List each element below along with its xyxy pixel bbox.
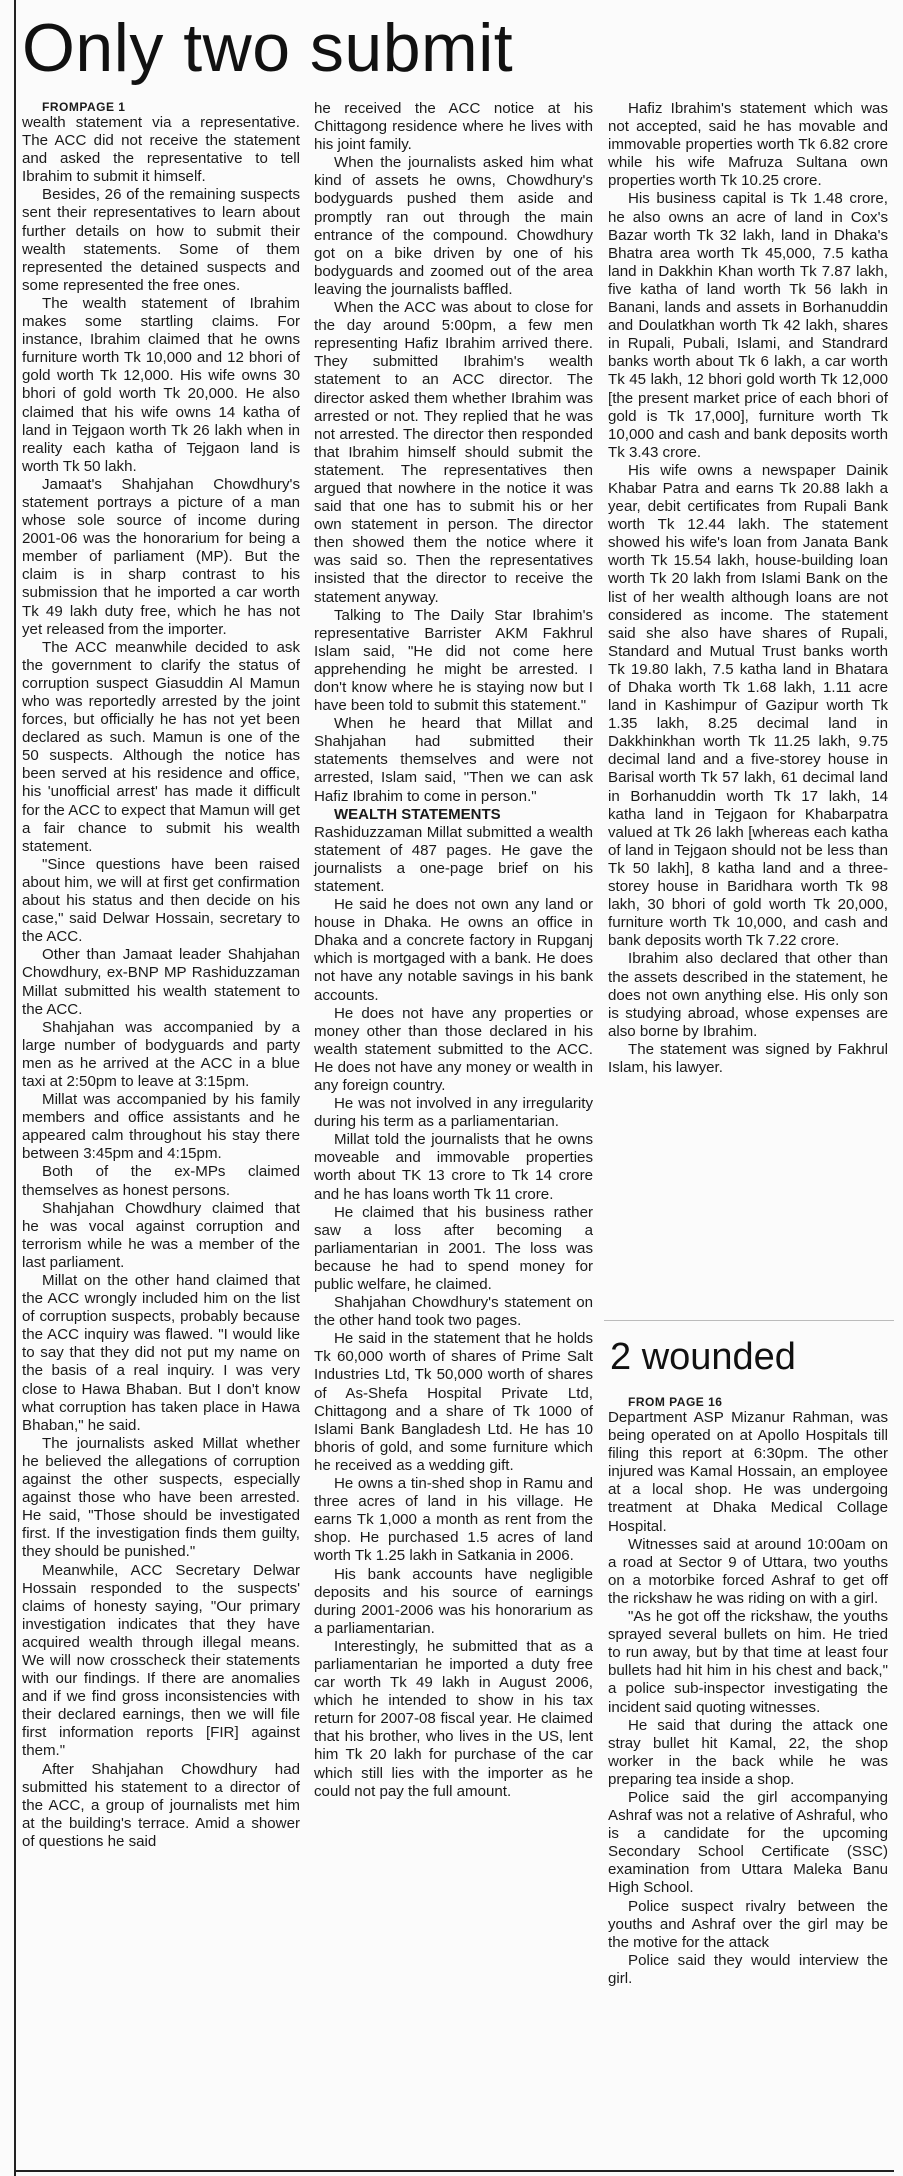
article1-column-2 xyxy=(314,100,593,1801)
subheading-wealth-statements: WEALTH STATEMENTS xyxy=(334,805,501,823)
paragraph: Shahjahan Chowdhury claimed that he was vocal against corruption and terrorism while he was a member of the last parliament. xyxy=(22,1199,300,1271)
paragraph: "Since questions have been raised about him, we will at first get confirmation about his status and then decide on his case," said Delwar Hossain, secretary to the ACC. xyxy=(22,855,300,946)
paragraph: The statement was signed by Fakhrul Islam, his lawyer. xyxy=(608,1040,888,1076)
paragraph: Police said they would interview the girl. xyxy=(608,1951,888,1987)
paragraph: The ACC meanwhile decided to ask the government to clarify the status of corruption suspect Giasuddin Al Mamun who was reportedly arrested by the joint forces, but officially he has not yet been declared as such. Mamun is one of the 50 suspects. Although the notice has been served at his residence and office, his 'unofficial arrest' has made it difficult for the ACC to expect that Mamun will get a fair chance to submit his wealth statement. xyxy=(22,638,300,855)
paragraph: When the journalists asked him what kind of assets he owns, Chowdhury's bodyguards pushed them aside and promptly ran out through the main entrance of the compound. Chowdhury got on a bike driven by one of his bodyguards and zoomed out of the area leaving the journalists baffled. xyxy=(314,154,593,298)
article-divider xyxy=(604,1320,894,1321)
paragraph: The wealth statement of Ibrahim makes some startling claims. For instance, Ibrahim claimed that he owns furniture worth Tk 10,000 and 12 bhori of gold worth Tk 12,000. His wife owns 30 bhori of gold worth Tk 20,000. He also claimed that his wife owns 14 katha of land in Tejgaon worth Tk 26 lakh when in reality each katha of Tejgaon land is worth Tk 50 lakh. xyxy=(22,294,300,475)
paragraph: His wife owns a newspaper Dainik Khabar Patra and earns Tk 20.88 lakh a year, debit certificates from Rupali Bank worth Tk 12.44 lakh. The statement showed his wife's loan from Janata Bank worth Tk 15.54 lakh, house-building loan worth Tk 20 lakh from Islami Bank on the list of her wealth although loans are not considered as income. The statement said she also have shares of Rupali, Standard and Mutual Trust banks worth Tk 19.80 lakh, 7.5 katha land in Bhatara of Dhaka worth Tk 1.68 lakh, 1.11 acre land in Kashimpur of Gazipur worth Tk 1.35 lakh, 8.25 decimal land in Dakkhinkhan worth Tk 11.25 lakh, 9.75 decimal land and a five-storey house in Barisal worth Tk 57 lakh, 61 decimal land in Borhanuddin worth Tk 17 lakh, 14 katha land in Tejgaon for Khabarpatra valued at Tk 26 lakh [whereas each katha of land in Tejgaon should not be less than Tk 50 lakh], 8 katha land and a three-storey house in Baridhara worth Tk 98 lakh, 30 bhori of gold worth Tk 20,000, furniture worth Tk 10,000, and cash and bank deposits worth Tk 7.22 crore. xyxy=(608,461,888,950)
left-column-rule xyxy=(14,0,16,2176)
paragraph: Rashiduzzaman Millat submitted a wealth statement of 487 pages. He gave the journalists a one-page brief on his statement. xyxy=(314,823,593,895)
paragraph: He said in the statement that he holds Tk 60,000 worth of shares of Prime Salt Industries Ltd, Tk 50,000 worth of shares of As-Shefa Hospital Private Ltd, Chittagong and a share of Tk 1000 of Islami Bank Bangladesh Ltd. He has 10 bhoris of gold, and some furniture which he received as a wedding gift. xyxy=(314,1330,593,1474)
paragraph: Shahjahan Chowdhury's statement on the other hand took two pages. xyxy=(314,1294,593,1330)
from-page-kicker: FROM PAGE 16 xyxy=(628,1395,723,1409)
paragraph: He said he does not own any land or house in Dhaka. He owns an office in Dhaka and a concrete factory in Rupganj which is mortgaged with a bank. He does not have any notable savings in his bank accounts. xyxy=(314,896,593,1004)
article2-column xyxy=(608,1395,888,1988)
paragraph: He owns a tin-shed shop in Ramu and three acres of land in his village. He earns Tk 1,000 a month as rent from the shop. He purchased 1.5 acres of land worth Tk 1.25 lakh in Satkania in 2006. xyxy=(314,1475,593,1565)
paragraph: he received the ACC notice at his Chittagong residence where he lives with his joint family. xyxy=(314,100,593,154)
paragraph: Shahjahan was accompanied by a large number of bodyguards and party men as he arrived at the ACC in a blue taxi at 2:50pm to leave at 3:15pm. xyxy=(22,1018,300,1090)
paragraph: Besides, 26 of the remaining suspects sent their representatives to learn about further details on how to submit their wealth statements. Some of them represented the detained suspects and some represented the free ones. xyxy=(22,186,300,294)
paragraph: Other than Jamaat leader Shahjahan Chowdhury, ex-BNP MP Rashiduzzaman Millat submitted his wealth statement to the ACC. xyxy=(22,946,300,1018)
paragraph: Witnesses said at around 10:00am on a road at Sector 9 of Uttara, two youths on a motorbike forced Ashraf to get off the rickshaw he was riding on with a girl. xyxy=(608,1535,888,1607)
paragraph: He said that during the attack one stray bullet hit Kamal, 22, the shop worker in the back while he was preparing tea inside a shop. xyxy=(608,1716,888,1788)
paragraph: When he heard that Millat and Shahjahan had submitted their statements themselves and were not arrested, Islam said, "Then we can ask Hafiz Ibrahim to come in person." xyxy=(314,715,593,805)
paragraph: Millat on the other hand claimed that the ACC wrongly included him on the list of corruption suspects, probably because the ACC inquiry was flawed. "I would like to say that they did not put my name on the basis of a real inquiry. I was very close to Hawa Bhaban. But I don't know what corruption has taken place in Hawa Bhaban," he said. xyxy=(22,1272,300,1434)
paragraph: His bank accounts have negligible deposits and his source of earnings during 2001-2006 was his honorarium as a parliamentarian. xyxy=(314,1565,593,1637)
paragraph: Department ASP Mizanur Rahman, was being operated on at Apollo Hospitals till filing this report at 6:30pm. The other injured was Kamal Hossain, an employee at a local shop. He was undergoing treatment at Dhaka Medical Collage Hospital. xyxy=(608,1409,888,1535)
paragraph: Police suspect rivalry between the youths and Ashraf over the girl may be the motive for the attack xyxy=(608,1897,888,1951)
paragraph: Hafiz Ibrahim's statement which was not accepted, said he has movable and immovable properties worth Tk 6.82 crore while his wife Mafruza Sultana own properties worth Tk 10.25 crore. xyxy=(608,100,888,190)
paragraph: He claimed that his business rather saw a loss after becoming a parliamentarian in 2001. The loss was because he had to spend money for public welfare, he claimed. xyxy=(314,1203,593,1293)
paragraph: wealth statement via a representative. The ACC did not receive the statement and asked the representative to tell Ibrahim to submit it himself. xyxy=(22,114,300,186)
paragraph: Both of the ex-MPs claimed themselves as honest persons. xyxy=(22,1163,300,1199)
paragraph: The journalists asked Millat whether he believed the allegations of corruption against the other suspects, especially against those who have been arrested. He said, "Those should be investigated first. If the investigation finds them guilty, they should be punished." xyxy=(22,1434,300,1561)
paragraph: Meanwhile, ACC Secretary Delwar Hossain responded to the suspects' claims of honesty saying, "Our primary investigation indicates that they have acquired wealth through illegal means. We will now crosscheck their statements with our findings. If there are anomalies and if we find gross inconsistencies with their declared earnings, then we will file first information reports [FIR] against them." xyxy=(22,1561,300,1760)
bottom-rule xyxy=(14,2170,894,2172)
paragraph: He was not involved in any irregularity during his term as a parliamentarian. xyxy=(314,1095,593,1131)
article1-column-3 xyxy=(608,100,888,1077)
headline-only-two-submit: Only two submit xyxy=(22,10,514,86)
paragraph: Millat told the journalists that he owns moveable and immovable properties worth about TK 13 crore to Tk 14 crore and he has loans worth Tk 11 crore. xyxy=(314,1131,593,1203)
article1-column-1 xyxy=(22,100,300,1851)
paragraph: Jamaat's Shahjahan Chowdhury's statement portrays a picture of a man whose sole source of income during 2001-06 was the honorarium for being a member of parliament (MP). But the claim is in sharp contrast to his submission that he imported a car worth Tk 49 lakh duty free, which he has not yet released from the importer. xyxy=(22,475,300,638)
paragraph: Ibrahim also declared that other than the assets described in the statement, he does not own anything else. His only son is studying abroad, whose expenses are also borne by Ibrahim. xyxy=(608,950,888,1040)
paragraph: When the ACC was about to close for the day around 5:00pm, a few men representing Hafiz Ibrahim arrived there. They submitted Ibrahim's wealth statement to an ACC director. The director asked them whether Ibrahim was arrested or not. They replied that he was not arrested. The director then responded that Ibrahim himself should submit the statement. The representatives then argued that nowhere in the notice it was said that one has to submit his or her own statement in person. The director then showed them the notice where it was said so. Then the representatives insisted that the director to receive the statement anyway. xyxy=(314,299,593,606)
paragraph: His business capital is Tk 1.48 crore, he also owns an acre of land in Cox's Bazar worth Tk 32 lakh, land in Dhaka's Bhatra area worth Tk 45,000, 7.5 katha land in Dakkhin Khan worth Tk 7.87 lakh, five katha of land worth Tk 56 lakh in Banani, lands and assets in Borhanuddin and Doulatkhan worth Tk 42 lakh, shares in Rupali, Pubali, Islami, and Standrard banks worth about Tk 6 lakh, a car worth Tk 45 lakh, 12 bhori gold worth Tk 12,000 [the present market price of each bhori of gold is Tk 17,000], furniture worth Tk 10,000 and cash and bank deposits worth Tk 3.43 crore. xyxy=(608,190,888,461)
paragraph: Talking to The Daily Star Ibrahim's representative Barrister AKM Fakhrul Islam said, "He did not come here apprehending he might be arrested. I don't know where he is staying now but I have been told to submit this statement." xyxy=(314,606,593,715)
paragraph: Interestingly, he submitted that as a parliamentarian he imported a duty free car worth Tk 49 lakh in August 2006, which he intended to show in his tax return for 2007-08 fiscal year. He claimed that his brother, who lives in the US, lent him Tk 20 lakh for purchase of the car which still lies with the importer as he could not pay the full amount. xyxy=(314,1637,593,1800)
paragraph: Millat was accompanied by his family members and office assistants and he appeared calm throughout his stay there between 3:45pm and 4:15pm. xyxy=(22,1091,300,1163)
paragraph: "As he got off the rickshaw, the youths sprayed several bullets on him. He tried to run away, but by that time at least four bullets had hit him in his chest and back," a police sub-inspector investigating the incident said quoting witnesses. xyxy=(608,1608,888,1716)
paragraph: After Shahjahan Chowdhury had submitted his statement to a director of the ACC, a group of journalists met him at the building's terrace. Amid a shower of questions he said xyxy=(22,1760,300,1850)
paragraph: Police said the girl accompanying Ashraf was not a relative of Ashraful, who is a candidate for the upcoming Secondary School Certificate (SSC) examination from Uttara Maleka Banu High School. xyxy=(608,1788,888,1897)
headline-2-wounded: 2 wounded xyxy=(610,1336,796,1378)
from-page-kicker: FROMPAGE 1 xyxy=(42,100,126,114)
paragraph: He does not have any properties or money other than those declared in his wealth statement submitted to the ACC. He does not have any money or wealth in any foreign country. xyxy=(314,1004,593,1094)
